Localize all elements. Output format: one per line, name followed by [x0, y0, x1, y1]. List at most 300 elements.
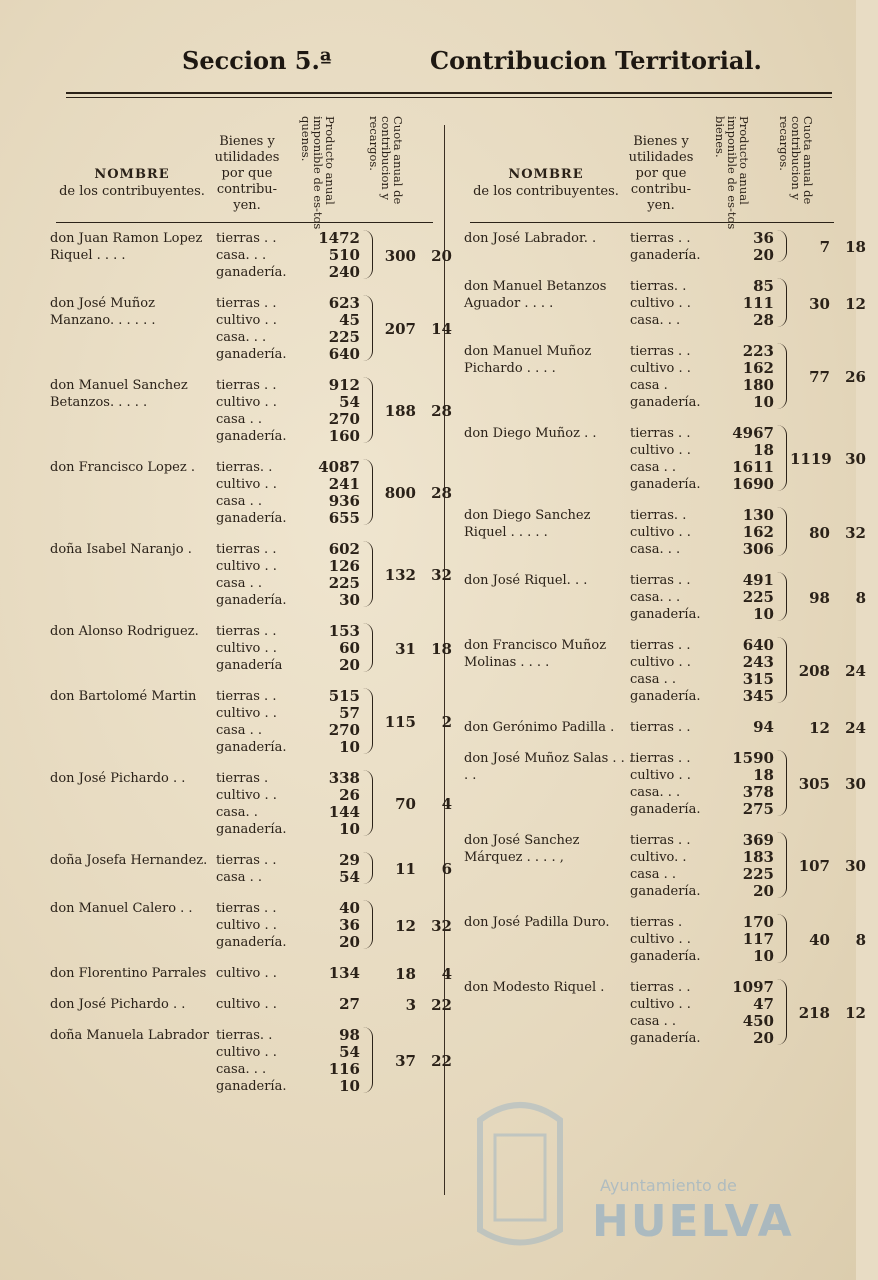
product-value: 36	[753, 229, 774, 247]
header-cuota: Cuota anual de contribucion y recargos.	[367, 116, 405, 205]
product-value: 98	[339, 1026, 360, 1044]
product-value: 162	[742, 359, 774, 377]
property-type: tierras . .	[630, 720, 691, 735]
property-line	[630, 688, 834, 705]
contributor-name: don Francisco Lopez .	[50, 460, 195, 475]
product-value: 10	[339, 1077, 360, 1095]
product-value: 20	[753, 882, 774, 900]
property-type: tierras . .	[216, 901, 277, 916]
contributor-entry	[48, 376, 452, 445]
property-type: ganadería.	[216, 740, 287, 755]
product-value: 10	[753, 605, 774, 623]
product-value: 1690	[732, 475, 774, 493]
contributor-entry	[462, 506, 866, 558]
contributor-entry	[462, 342, 866, 411]
product-value: 1611	[732, 458, 774, 476]
header-producto: Producto anual imponible de es-tos bienes.	[713, 116, 751, 230]
contributor-name: don Alonso Rodriguez.	[50, 624, 199, 639]
product-value: 515	[328, 687, 360, 705]
quota-main: 77	[809, 368, 830, 386]
contributor-name: don Diego Sanchez Riquel . . . . .	[464, 508, 591, 540]
property-type: tierras .	[216, 771, 269, 786]
product-value: 655	[328, 509, 360, 527]
quota-main: 31	[395, 640, 416, 658]
property-line	[630, 278, 834, 295]
property-line	[630, 883, 834, 900]
property-line	[630, 606, 834, 623]
property-type: cultivo . .	[630, 932, 691, 947]
quota-value	[376, 484, 464, 502]
property-line	[216, 934, 433, 951]
property-type: casa . .	[216, 723, 262, 738]
product-value: 1472	[318, 229, 360, 247]
property-type: tierras . .	[630, 344, 691, 359]
contributor-name: don Diego Muñoz . .	[464, 426, 597, 441]
product-value: 160	[328, 427, 360, 445]
property-type: tierras . .	[630, 980, 691, 995]
product-value: 153	[328, 622, 360, 640]
property-type: cultivo . .	[216, 918, 277, 933]
quota-main: 70	[395, 795, 416, 813]
quota-fraction: 22	[431, 996, 452, 1014]
quota-value	[790, 589, 878, 607]
product-value: 912	[328, 376, 360, 394]
product-value: 36	[339, 916, 360, 934]
quota-fraction: 12	[845, 1004, 866, 1022]
product-value: 225	[742, 588, 774, 606]
quota-value	[376, 996, 464, 1014]
brace	[362, 900, 373, 949]
property-type: tierras . .	[630, 573, 691, 588]
contributor-name: don José Sanchez Márquez . . . . ,	[464, 833, 580, 865]
header-cuota: Cuota anual de contribucion y recargos.	[777, 116, 815, 205]
product-value: 134	[328, 964, 360, 982]
property-type: ganadería.	[216, 429, 287, 444]
property-type: ganadería.	[630, 1031, 701, 1046]
property-type: casa . .	[216, 412, 262, 427]
property-type: cultivo . .	[216, 966, 277, 981]
property-type: cultivo . .	[630, 655, 691, 670]
property-type: casa. . .	[630, 542, 681, 557]
product-value: 225	[328, 574, 360, 592]
contributor-name: doña Isabel Naranjo .	[50, 542, 192, 557]
product-value: 45	[339, 311, 360, 329]
contributor-name: don José Muñoz Salas . . . . .	[464, 751, 634, 783]
product-value: 54	[339, 1043, 360, 1061]
quota-main: 12	[395, 917, 416, 935]
product-value: 54	[339, 868, 360, 886]
product-value: 338	[328, 769, 360, 787]
contributor-entry	[48, 964, 452, 983]
product-value: 144	[328, 803, 360, 821]
quota-value	[790, 295, 878, 313]
property-line	[216, 541, 433, 558]
product-value: 275	[742, 800, 774, 818]
product-value: 240	[328, 263, 360, 281]
quota-main: 305	[798, 775, 830, 793]
quota-main: 3	[405, 996, 416, 1014]
property-type: casa . .	[216, 576, 262, 591]
quota-fraction: 30	[845, 450, 866, 468]
property-line	[216, 428, 433, 445]
quota-fraction: 4	[441, 965, 452, 983]
property-type: tierras. .	[216, 460, 273, 475]
product-value: 85	[753, 277, 774, 295]
property-type: ganadería.	[630, 607, 701, 622]
property-line	[216, 230, 433, 247]
quota-fraction: 28	[431, 484, 452, 502]
contributor-name: don Manuel Calero . .	[50, 901, 193, 916]
header-nombre: NOMBRE de los contribuyentes.	[473, 167, 619, 199]
product-value: 378	[742, 783, 774, 801]
brace	[776, 343, 787, 409]
property-line	[630, 394, 834, 411]
property-type: ganadería.	[630, 884, 701, 899]
left-column	[48, 100, 452, 1109]
quota-fraction: 22	[431, 1052, 452, 1070]
header-underline	[56, 222, 433, 223]
brace	[362, 770, 373, 836]
quota-main: 115	[384, 713, 416, 731]
property-type: cultivo . .	[216, 1045, 277, 1060]
contributor-entry	[48, 995, 452, 1014]
product-value: 345	[742, 687, 774, 705]
brace	[776, 507, 787, 556]
property-type: casa . .	[630, 460, 676, 475]
product-value: 28	[753, 311, 774, 329]
property-type: ganadería	[216, 658, 283, 673]
property-type: cultivo . .	[630, 525, 691, 540]
contributor-entry	[462, 718, 866, 737]
quota-fraction: 18	[845, 238, 866, 256]
quota-value	[790, 450, 878, 468]
property-type: tierras. .	[630, 508, 687, 523]
property-type: casa. . .	[216, 1062, 267, 1077]
quota-value	[790, 719, 878, 737]
property-type: ganadería.	[630, 949, 701, 964]
quota-value	[376, 795, 464, 813]
property-type: casa. . .	[630, 313, 681, 328]
quota-fraction: 32	[431, 566, 452, 584]
product-value: 20	[339, 933, 360, 951]
property-type: tierras . .	[216, 542, 277, 557]
contributor-entry	[48, 1026, 452, 1095]
quota-fraction: 26	[845, 368, 866, 386]
product-value: 369	[742, 831, 774, 849]
product-value: 225	[742, 865, 774, 883]
product-value: 510	[328, 246, 360, 264]
property-type: tierras. .	[630, 279, 687, 294]
contributor-name: don Juan Ramon Lopez Riquel . . . .	[50, 231, 203, 263]
quota-value	[376, 860, 464, 878]
property-line	[216, 688, 433, 705]
contributor-entry	[462, 913, 866, 965]
contributor-entry	[48, 851, 452, 886]
property-type: cultivo . .	[630, 768, 691, 783]
quota-main: 218	[798, 1004, 830, 1022]
property-line	[630, 1030, 834, 1047]
quota-main: 207	[384, 320, 416, 338]
property-type: tierras . .	[630, 833, 691, 848]
quota-fraction: 30	[845, 857, 866, 875]
quota-main: 300	[384, 247, 416, 265]
product-value: 20	[339, 656, 360, 674]
header-rule	[66, 92, 832, 94]
quota-fraction: 4	[441, 795, 452, 813]
contributor-name: don Manuel Muñoz Pichardo . . . .	[464, 344, 592, 376]
quota-value	[376, 320, 464, 338]
product-value: 20	[753, 1029, 774, 1047]
quota-main: 188	[384, 402, 416, 420]
product-value: 450	[742, 1012, 774, 1030]
contributor-name: don José Riquel. . .	[464, 573, 588, 588]
property-line	[630, 914, 834, 931]
property-line	[630, 750, 834, 767]
property-line	[216, 1027, 433, 1044]
product-value: 602	[328, 540, 360, 558]
quota-fraction: 6	[441, 860, 452, 878]
property-line	[630, 312, 834, 329]
property-type: tierras . .	[630, 751, 691, 766]
property-line	[630, 343, 834, 360]
column-divider	[444, 125, 445, 1195]
quota-main: 40	[809, 931, 830, 949]
product-value: 306	[742, 540, 774, 558]
contributor-entry	[462, 229, 866, 264]
property-type: casa .	[630, 378, 668, 393]
property-line	[630, 801, 834, 818]
property-type: tierras .	[630, 915, 683, 930]
brace	[362, 295, 373, 361]
quota-main: 98	[809, 589, 830, 607]
brace	[776, 914, 787, 963]
quota-value	[376, 402, 464, 420]
product-value: 170	[742, 913, 774, 931]
quota-fraction: 8	[855, 931, 866, 949]
header-nombre: NOMBRE de los contribuyentes.	[59, 167, 205, 199]
right-column	[462, 100, 866, 1061]
property-line	[216, 657, 433, 674]
contributor-entry	[462, 831, 866, 900]
property-type: casa . .	[216, 870, 262, 885]
property-type: casa . .	[630, 867, 676, 882]
property-type: casa. . .	[630, 590, 681, 605]
product-value: 30	[339, 591, 360, 609]
property-line	[630, 979, 834, 996]
header-producto: Producto anual imponible de es-tos quenes.	[299, 116, 337, 230]
contributor-entry	[48, 458, 452, 527]
quota-value	[790, 857, 878, 875]
watermark-text: HUELVA	[592, 1196, 794, 1247]
quota-value	[790, 931, 878, 949]
brace	[362, 377, 373, 443]
section-heading: Seccion 5.ª	[182, 46, 332, 75]
brace	[776, 637, 787, 703]
product-value: 491	[742, 571, 774, 589]
product-value: 18	[753, 766, 774, 784]
product-value: 270	[328, 721, 360, 739]
quota-main: 30	[809, 295, 830, 313]
brace	[362, 459, 373, 525]
property-type: cultivo . .	[630, 361, 691, 376]
property-line	[216, 821, 433, 838]
property-type: cultivo . .	[216, 313, 277, 328]
quota-main: 107	[798, 857, 830, 875]
quota-main: 18	[395, 965, 416, 983]
brace	[362, 1027, 373, 1093]
contributor-entry	[48, 540, 452, 609]
product-value: 1590	[732, 749, 774, 767]
brace	[776, 832, 787, 898]
quota-main: 7	[819, 238, 830, 256]
header-rule-thin	[66, 97, 832, 98]
product-value: 241	[328, 475, 360, 493]
quota-main: 132	[384, 566, 416, 584]
property-type: cultivo . .	[216, 706, 277, 721]
property-line	[630, 507, 834, 524]
product-value: 243	[742, 653, 774, 671]
brace	[362, 230, 373, 279]
table-header	[462, 100, 834, 230]
brace	[776, 278, 787, 327]
property-type: cultivo. .	[630, 850, 687, 865]
contributor-name: don José Labrador. .	[464, 231, 597, 246]
quota-fraction: 8	[855, 589, 866, 607]
property-type: ganadería.	[630, 248, 701, 263]
product-value: 20	[753, 246, 774, 264]
property-type: cultivo . .	[216, 641, 277, 656]
quota-fraction: 2	[441, 713, 452, 731]
property-type: ganadería.	[630, 802, 701, 817]
quota-fraction: 20	[431, 247, 452, 265]
product-value: 4087	[318, 458, 360, 476]
property-type: ganadería.	[216, 347, 287, 362]
property-type: ganadería.	[216, 511, 287, 526]
contributor-entry	[462, 636, 866, 705]
product-value: 1097	[732, 978, 774, 996]
quota-value	[376, 640, 464, 658]
property-type: ganadería.	[216, 1079, 287, 1094]
property-line	[216, 770, 433, 787]
product-value: 10	[339, 738, 360, 756]
property-line	[216, 592, 433, 609]
header-underline	[470, 222, 834, 223]
property-line	[216, 377, 433, 394]
property-line	[216, 510, 433, 527]
property-type: ganadería.	[216, 822, 287, 837]
contributor-entry	[462, 424, 866, 493]
product-value: 18	[753, 441, 774, 459]
property-type: cultivo . .	[630, 443, 691, 458]
property-type: cultivo . .	[630, 296, 691, 311]
product-value: 40	[339, 899, 360, 917]
header-bienes: Bienes y utilidades por que contribu-yen.	[628, 134, 694, 213]
quota-fraction: 32	[845, 524, 866, 542]
quota-value	[790, 238, 878, 256]
quota-main: 1119	[790, 450, 832, 468]
property-type: tierras . .	[630, 638, 691, 653]
property-line	[216, 295, 433, 312]
quota-fraction: 24	[845, 719, 866, 737]
product-value: 623	[328, 294, 360, 312]
property-line	[630, 541, 834, 558]
quota-value	[376, 1052, 464, 1070]
contributor-name: don Manuel Sanchez Betanzos. . . . .	[50, 378, 188, 410]
property-type: tierras. .	[216, 1028, 273, 1043]
product-value: 47	[753, 995, 774, 1013]
property-type: casa. .	[216, 805, 258, 820]
product-value: 27	[339, 995, 360, 1013]
property-line	[630, 637, 834, 654]
property-line	[216, 739, 433, 756]
property-type: casa . .	[630, 672, 676, 687]
quota-main: 37	[395, 1052, 416, 1070]
quota-value	[376, 566, 464, 584]
property-type: ganadería.	[630, 395, 701, 410]
product-value: 180	[742, 376, 774, 394]
brace	[776, 750, 787, 816]
contributor-name: don Gerónimo Padilla .	[464, 720, 615, 735]
property-line	[216, 346, 433, 363]
property-type: tierras . .	[630, 231, 691, 246]
quota-value	[376, 965, 464, 983]
product-value: 640	[742, 636, 774, 654]
property-type: ganadería.	[216, 593, 287, 608]
product-value: 130	[742, 506, 774, 524]
quota-fraction: 18	[431, 640, 452, 658]
property-type: casa. . .	[630, 785, 681, 800]
contributor-name: don José Padilla Duro.	[464, 915, 610, 930]
property-type: tierras . .	[216, 231, 277, 246]
product-value: 117	[742, 930, 774, 948]
property-type: ganadería.	[216, 265, 287, 280]
watermark-subtext: Ayuntamiento de	[600, 1176, 737, 1195]
property-type: ganadería.	[630, 477, 701, 492]
header-bienes: Bienes y utilidades por que contribu-yen.	[214, 134, 280, 213]
product-value: 10	[753, 393, 774, 411]
quota-fraction: 28	[431, 402, 452, 420]
brace	[776, 230, 787, 262]
quota-main: 208	[798, 662, 830, 680]
quota-fraction: 14	[431, 320, 452, 338]
quota-fraction: 32	[431, 917, 452, 935]
product-value: 26	[339, 786, 360, 804]
property-line	[630, 572, 834, 589]
product-value: 4967	[732, 424, 774, 442]
contributor-entry	[48, 622, 452, 674]
brace	[776, 979, 787, 1045]
product-value: 54	[339, 393, 360, 411]
product-value: 936	[328, 492, 360, 510]
brace	[362, 541, 373, 607]
product-value: 183	[742, 848, 774, 866]
brace	[776, 572, 787, 621]
property-type: cultivo . .	[630, 997, 691, 1012]
quota-value	[790, 662, 878, 680]
product-value: 29	[339, 851, 360, 869]
contributor-name: don José Pichardo . .	[50, 771, 186, 786]
brace	[362, 852, 373, 884]
property-line	[630, 425, 834, 442]
property-type: casa . .	[216, 494, 262, 509]
property-type: casa. . .	[216, 330, 267, 345]
product-value: 10	[753, 947, 774, 965]
property-line	[216, 264, 433, 281]
property-type: tierras . .	[216, 624, 277, 639]
contributor-name: don Bartolomé Martin	[50, 689, 197, 704]
property-line	[216, 1078, 433, 1095]
property-type: cultivo . .	[216, 997, 277, 1012]
